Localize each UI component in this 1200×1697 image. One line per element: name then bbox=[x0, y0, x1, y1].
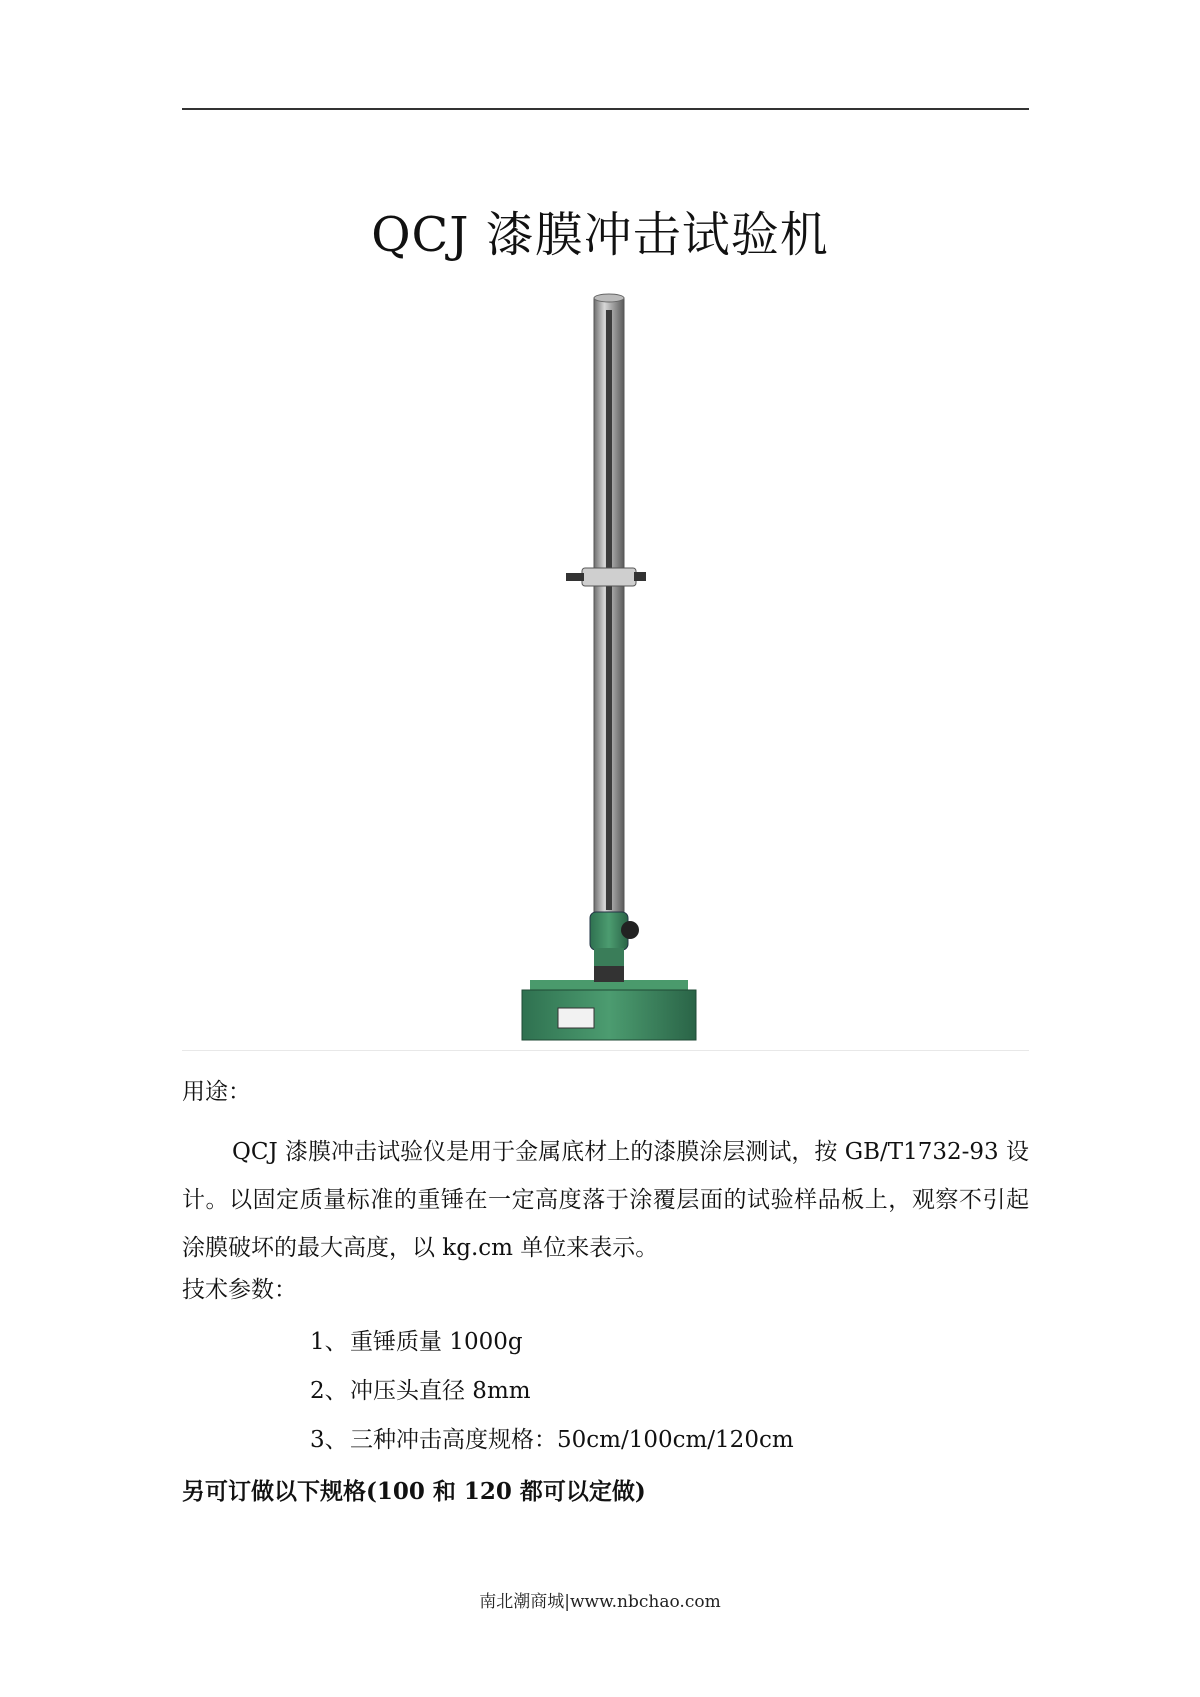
base bbox=[522, 990, 696, 1040]
spec-number: 2、 bbox=[310, 1378, 348, 1404]
label-plate bbox=[558, 1008, 594, 1028]
collar-knob bbox=[621, 921, 639, 939]
spec-text: 冲压头直径 8mm bbox=[350, 1378, 531, 1404]
anvil bbox=[594, 966, 624, 982]
clamp bbox=[582, 568, 636, 586]
spec-item bbox=[310, 1428, 794, 1452]
custom-spec-note: 另可订做以下规格(100 和 120 都可以定做) bbox=[182, 1478, 646, 1505]
clamp-knob-left bbox=[566, 573, 584, 581]
footer: 南北潮商城|www.nbchao.com bbox=[479, 1592, 721, 1612]
header-rule bbox=[182, 108, 1029, 110]
specs-label: 技术参数： bbox=[182, 1277, 297, 1303]
spec-text: 三种冲击高度规格：50cm/100cm/120cm bbox=[350, 1427, 794, 1453]
tube-slot bbox=[606, 310, 612, 910]
spec-item bbox=[310, 1330, 523, 1354]
collar-ring bbox=[594, 948, 624, 966]
spec-text: 重锤质量 1000g bbox=[350, 1329, 523, 1355]
photo-rule bbox=[182, 1050, 1029, 1051]
spec-number: 3、 bbox=[310, 1427, 348, 1453]
product-photo bbox=[520, 290, 700, 1042]
usage-label: 用途： bbox=[182, 1079, 251, 1105]
spec-item bbox=[310, 1379, 531, 1403]
usage-text: QCJ 漆膜冲击试验仪是用于金属底材上的漆膜涂层测试，按 GB/T1732-93 设计。以固定质量标准的重锤在一定高度落于涂覆层面的试验样品板上，观察不引起涂膜破坏的最大高度，以 kg.cm 单位来表示。 bbox=[182, 1139, 1029, 1261]
tube-top bbox=[594, 294, 624, 302]
page-title: QCJ 漆膜冲击试验机 bbox=[371, 207, 829, 263]
spec-number: 1、 bbox=[310, 1329, 348, 1355]
clamp-knob-right bbox=[634, 572, 646, 581]
